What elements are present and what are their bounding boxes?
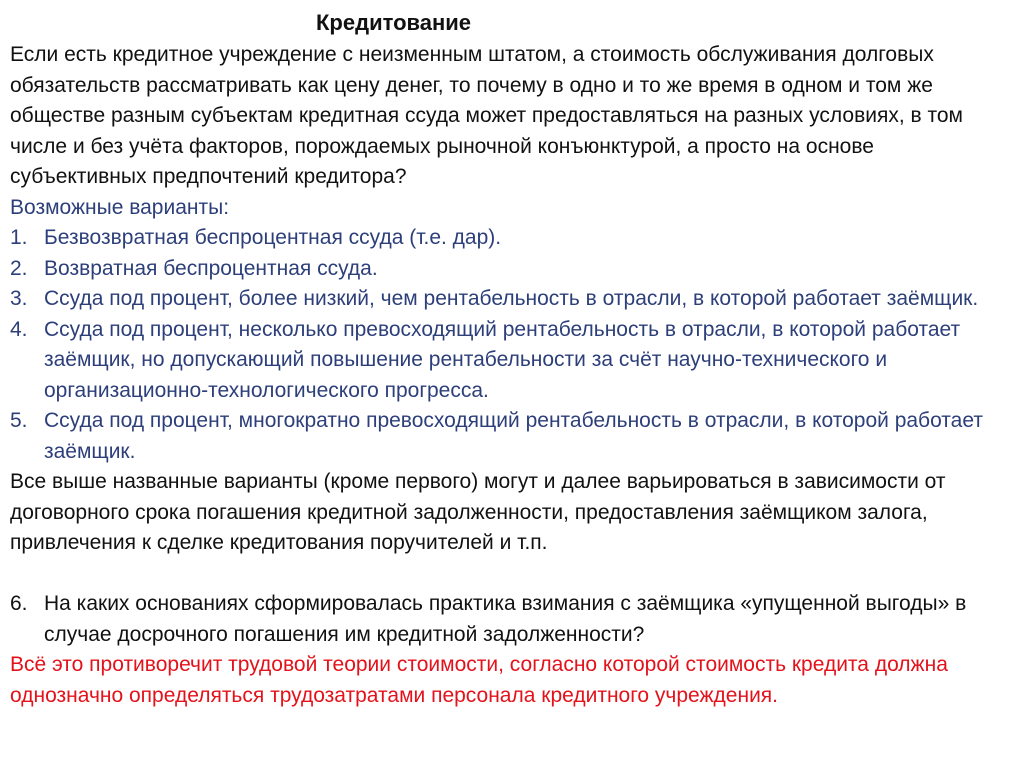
spacer (10, 559, 1015, 590)
list-item-number: 5. (10, 409, 28, 432)
list-item-text: Ссуда под процент, несколько превосходящий рентабельность в отрасли, в которой работает заёмщик, но допускающий повышение рентабельности за счёт научно-технического и организационно-технологического прогресса. (44, 317, 961, 402)
list-item-number: 3. (10, 287, 28, 310)
list-item (10, 223, 1015, 254)
options-heading: Возможные варианты: (10, 195, 230, 219)
question-item (10, 589, 1015, 650)
intro-paragraph: Если есть кредитное учреждение с неизменным штатом, а стоимость обслуживания долговых обязательств рассматривать как цену денег, то почему в одно и то же время в одном и том же обществе разным субъектам кредитная ссуда может предоставляться на разных условиях, в том числе и без учёта факторов, порождаемых рыночной конъюнктурой, а просто на основе субъективных предпочтений кредитора? (10, 43, 963, 188)
list-item-number: 4. (10, 317, 28, 341)
list-item-text: Безвозвратная беспроцентная ссуда (т.е. дар). (44, 226, 502, 249)
list-item-number: 2. (10, 256, 28, 280)
options-list (10, 223, 1015, 467)
list-item (10, 315, 1015, 407)
list-item (10, 406, 1015, 467)
list-item (10, 254, 1015, 285)
list-item-text: Ссуда под процент, многократно превосходящий рентабельность в отрасли, в которой работает заёмщик. (44, 409, 983, 463)
conclusion-paragraph: Всё это противоречит трудовой теории стоимости, согласно которой стоимость кредита должна однозначно определяться трудозатратами персонала кредитного учреждения. (10, 653, 948, 707)
question-number: 6. (10, 592, 28, 615)
summary-paragraph: Все выше названные варианты (кроме первого) могут и далее варьироваться в зависимости от договорного срока погашения кредитной задолженности, предоставления заёмщиком залога, привлечения к сделке кредитования поручителей и т.п. (10, 470, 946, 554)
slide-content (10, 40, 1015, 711)
list-item-text: Ссуда под процент, более низкий, чем рентабельность в отрасли, в которой работает заёмщик. (44, 287, 979, 310)
question-text: На каких основаниях сформировалась практика взимания с заёмщика «упущенной выгоды» в случае досрочного погашения им кредитной задолженности? (44, 592, 967, 646)
slide-title: Кредитование (316, 10, 472, 35)
list-item (10, 284, 1015, 315)
list-item-number: 1. (10, 226, 28, 249)
list-item-text: Возвратная беспроцентная ссуда. (44, 256, 378, 280)
